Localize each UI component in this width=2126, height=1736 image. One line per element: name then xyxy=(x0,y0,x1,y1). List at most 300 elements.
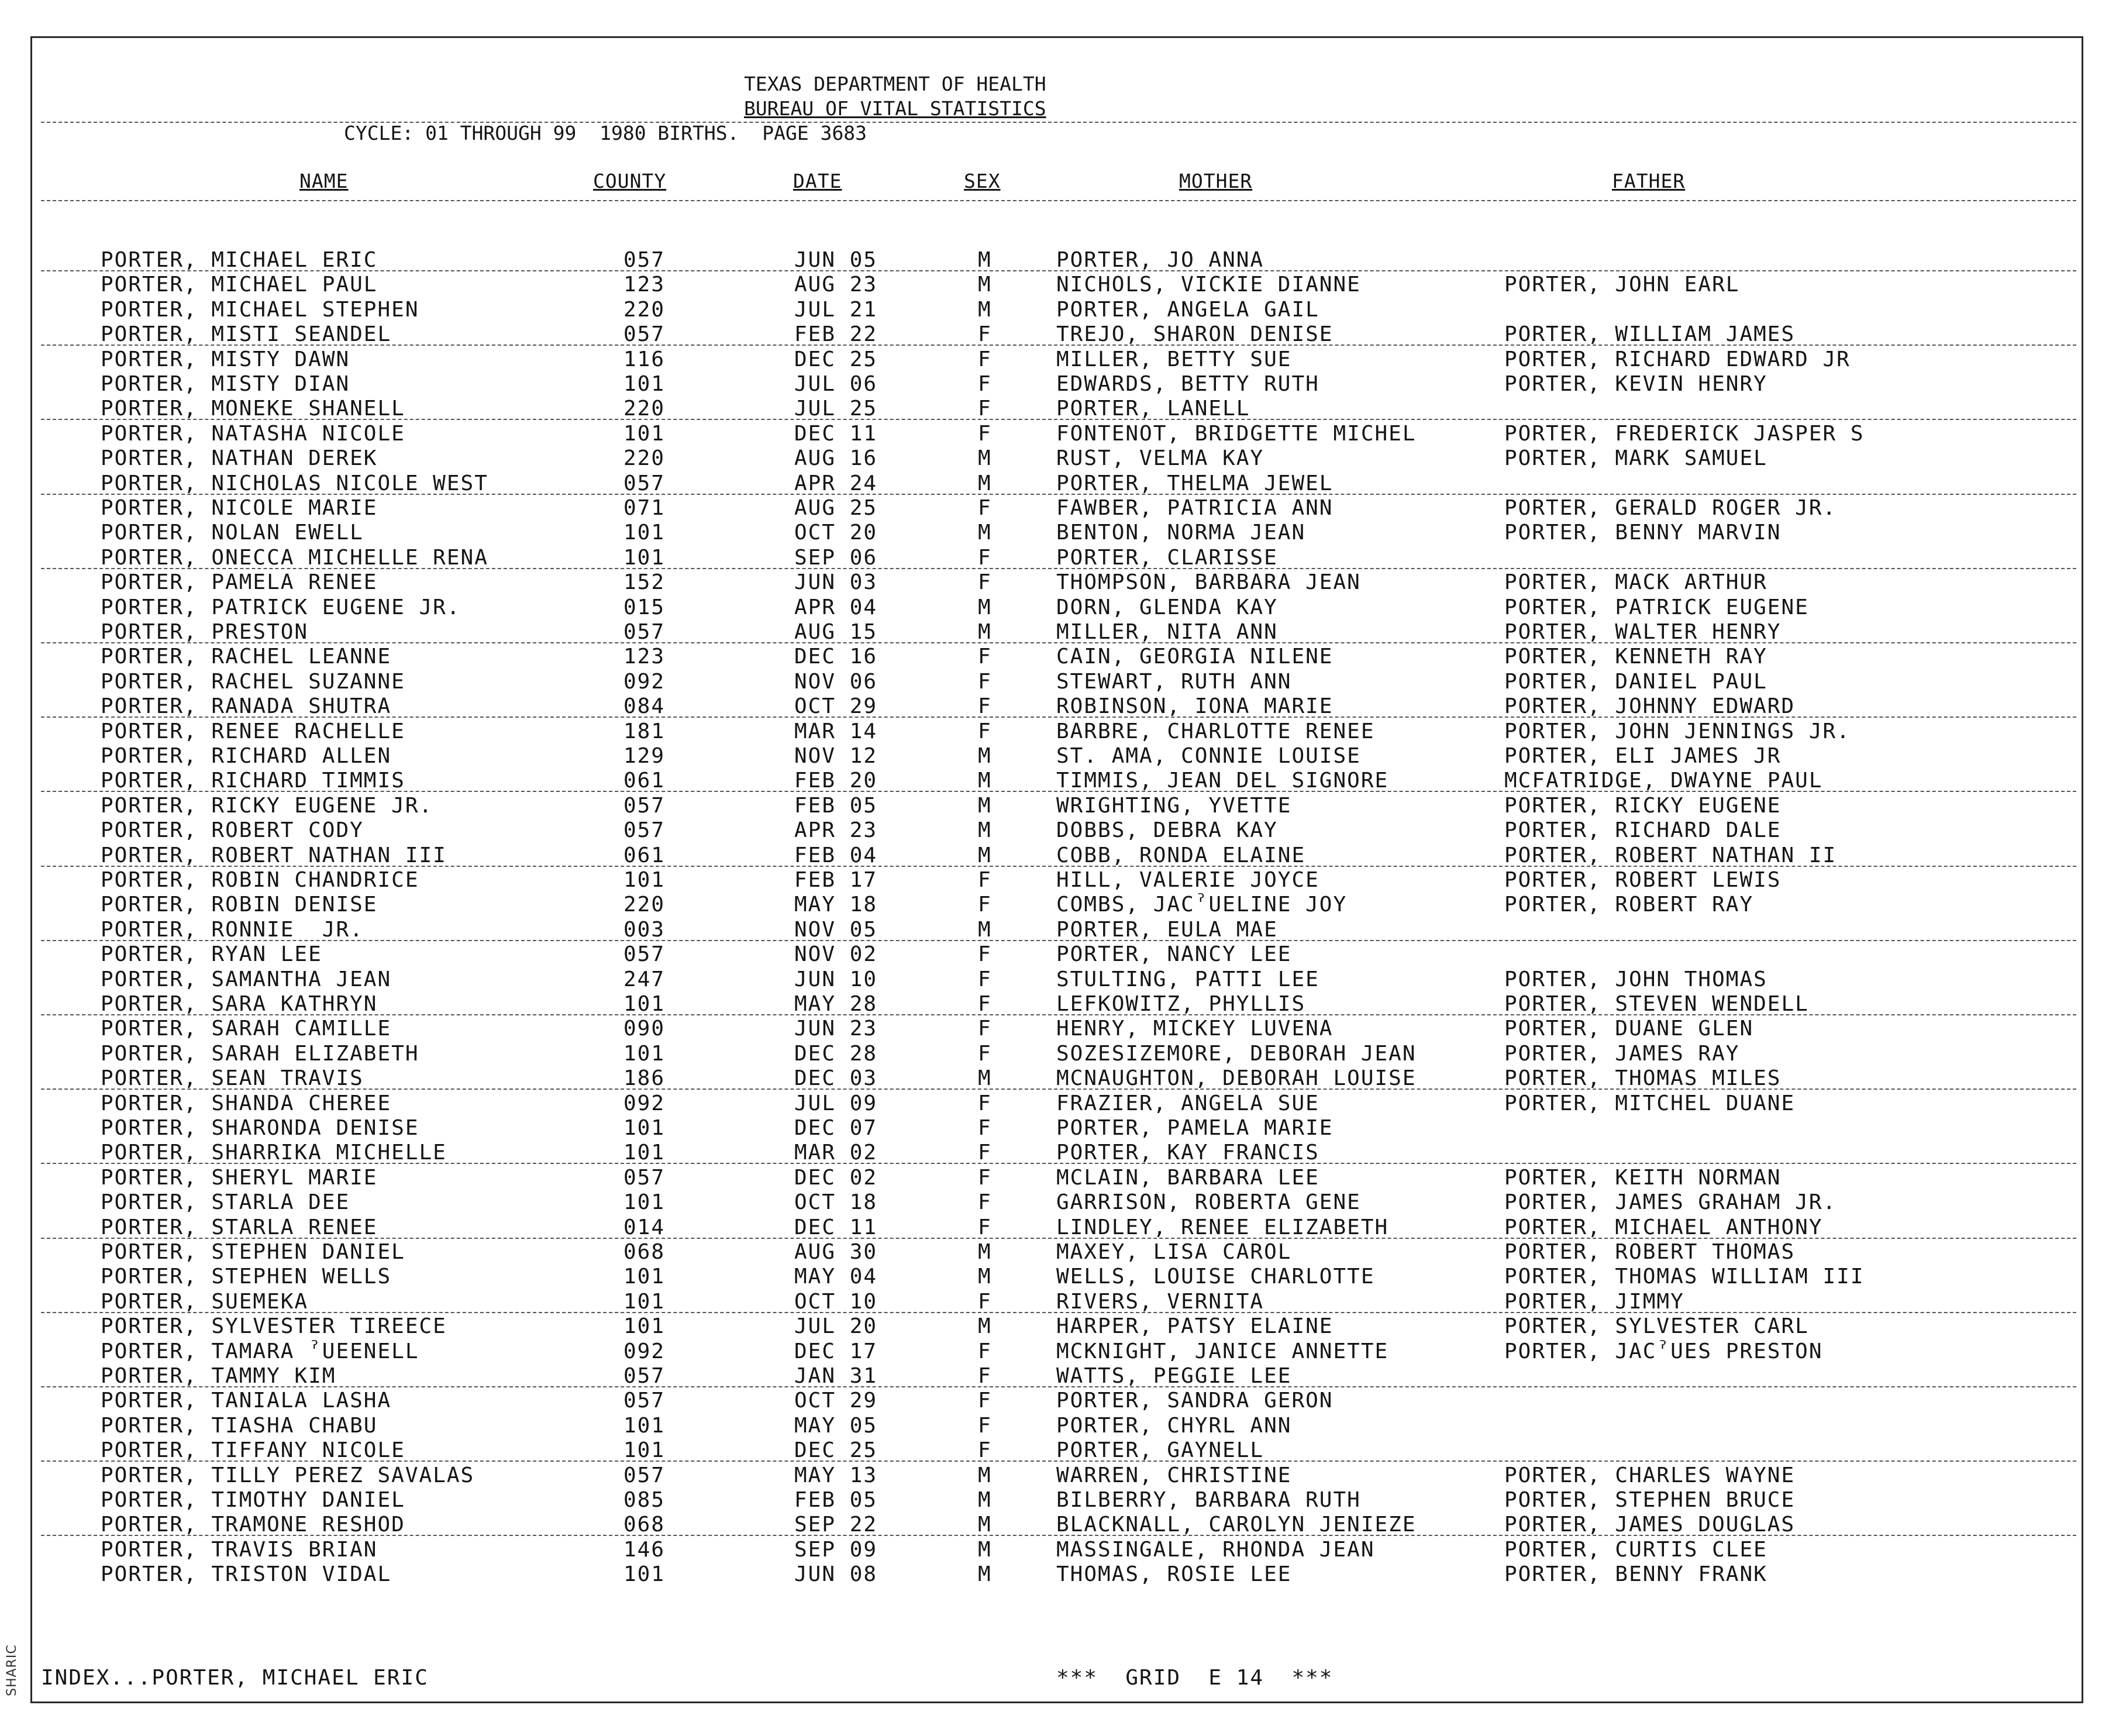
record-date: FEB 05 xyxy=(794,793,878,818)
record-mother: HARPER, PATSY ELAINE xyxy=(1056,1314,1334,1339)
record-name: PORTER, NICOLE MARIE xyxy=(101,496,378,520)
record-father: PORTER, THOMAS WILLIAM III xyxy=(1504,1265,1865,1289)
record-date: DEC 16 xyxy=(794,645,878,669)
column-header-county: COUNTY xyxy=(593,170,667,192)
record-name: PORTER, TRISTON VIDAL xyxy=(101,1562,392,1587)
record-county: 084 xyxy=(623,694,666,719)
table-row xyxy=(0,496,2082,521)
table-row xyxy=(0,868,2082,893)
record-date: DEC 25 xyxy=(794,347,878,371)
record-county: 220 xyxy=(623,446,666,471)
table-row xyxy=(0,422,2082,446)
record-name: PORTER, TRAVIS BRIAN xyxy=(101,1537,378,1562)
table-row xyxy=(0,1042,2082,1066)
table-row xyxy=(0,967,2082,992)
record-father: MCFATRIDGE, DWAYNE PAUL xyxy=(1504,769,1823,793)
record-sex: F xyxy=(978,1339,992,1363)
record-sex: F xyxy=(978,1141,992,1165)
record-date: SEP 09 xyxy=(794,1537,878,1562)
table-row xyxy=(0,1265,2082,1289)
table-row xyxy=(0,1017,2082,1041)
record-name: PORTER, RANADA SHUTRA xyxy=(101,694,392,719)
record-date: DEC 28 xyxy=(794,1041,878,1066)
table-row xyxy=(0,670,2082,694)
record-mother: COMBS, JACˀUELINE JOY xyxy=(1056,893,1348,917)
record-date: DEC 17 xyxy=(794,1339,878,1363)
table-row xyxy=(0,918,2082,942)
record-sex: F xyxy=(978,942,992,967)
record-county: 092 xyxy=(623,669,666,694)
record-mother: PORTER, SANDRA GERON xyxy=(1056,1389,1334,1413)
table-row xyxy=(0,1091,2082,1116)
record-name: PORTER, TIASHA CHABU xyxy=(101,1413,378,1438)
record-county: 071 xyxy=(623,496,666,520)
table-row xyxy=(0,794,2082,818)
row-group-rule xyxy=(41,866,2076,867)
record-sex: F xyxy=(978,397,992,421)
table-row xyxy=(0,446,2082,471)
table-row xyxy=(0,372,2082,397)
record-date: MAY 13 xyxy=(794,1463,878,1487)
row-group-rule xyxy=(41,940,2076,941)
record-county: 057 xyxy=(623,1389,666,1413)
row-group-rule xyxy=(41,1014,2076,1015)
record-sex: M xyxy=(978,1265,992,1289)
record-sex: M xyxy=(978,297,992,322)
record-date: JUL 20 xyxy=(794,1314,878,1339)
record-sex: F xyxy=(978,967,992,991)
record-county: 101 xyxy=(623,521,666,545)
column-header-father: FATHER xyxy=(1612,170,1686,192)
record-county: 057 xyxy=(623,1165,666,1190)
record-date: AUG 25 xyxy=(794,496,878,520)
record-father: PORTER, RICKY EUGENE xyxy=(1504,793,1782,818)
record-date: SEP 22 xyxy=(794,1513,878,1537)
record-father: PORTER, JACˀUES PRESTON xyxy=(1504,1339,1823,1363)
row-group-rule xyxy=(41,494,2076,495)
table-row xyxy=(0,1314,2082,1339)
record-mother: BARBRE, CHARLOTTE RENEE xyxy=(1056,719,1375,743)
record-mother: EDWARDS, BETTY RUTH xyxy=(1056,372,1319,396)
record-father: PORTER, KENNETH RAY xyxy=(1504,645,1767,669)
record-date: MAY 28 xyxy=(794,992,878,1016)
record-sex: F xyxy=(978,694,992,719)
record-name: PORTER, RICHARD ALLEN xyxy=(101,744,392,768)
table-row xyxy=(0,1364,2082,1389)
record-sex: M xyxy=(978,446,992,471)
record-name: PORTER, SHARONDA DENISE xyxy=(101,1116,419,1140)
record-county: 101 xyxy=(623,1190,666,1215)
record-father: PORTER, MACK ARTHUR xyxy=(1504,570,1767,595)
record-sex: F xyxy=(978,669,992,694)
record-date: DEC 02 xyxy=(794,1165,878,1190)
record-father: PORTER, SYLVESTER CARL xyxy=(1504,1314,1809,1339)
record-county: 220 xyxy=(623,893,666,917)
record-mother: FRAZIER, ANGELA SUE xyxy=(1056,1091,1319,1115)
record-sex: F xyxy=(978,1091,992,1115)
record-date: JUL 25 xyxy=(794,397,878,421)
record-sex: M xyxy=(978,273,992,297)
record-mother: PORTER, NANCY LEE xyxy=(1056,942,1292,967)
record-mother: PORTER, JO ANNA xyxy=(1056,248,1264,272)
record-father: PORTER, GERALD ROGER JR. xyxy=(1504,496,1837,520)
record-date: OCT 20 xyxy=(794,521,878,545)
record-father: PORTER, JOHN EARL xyxy=(1504,273,1740,297)
record-date: JUN 10 xyxy=(794,967,878,991)
record-date: NOV 05 xyxy=(794,917,878,942)
record-date: DEC 25 xyxy=(794,1438,878,1463)
record-sex: F xyxy=(978,1165,992,1190)
index-footer: INDEX...PORTER, MICHAEL ERIC xyxy=(41,1666,429,1690)
record-name: PORTER, NOLAN EWELL xyxy=(101,521,364,545)
record-father: PORTER, ROBERT LEWIS xyxy=(1504,868,1782,892)
record-county: 068 xyxy=(623,1240,666,1264)
record-date: FEB 05 xyxy=(794,1488,878,1512)
record-sex: F xyxy=(978,545,992,570)
record-county: 101 xyxy=(623,1413,666,1438)
record-mother: MCNAUGHTON, DEBORAH LOUISE xyxy=(1056,1066,1417,1091)
record-father: PORTER, JAMES RAY xyxy=(1504,1041,1740,1066)
record-sex: M xyxy=(978,595,992,619)
record-mother: COBB, RONDA ELAINE xyxy=(1056,843,1306,867)
record-father: PORTER, BENNY MARVIN xyxy=(1504,521,1782,545)
record-county: 101 xyxy=(623,1041,666,1066)
record-sex: M xyxy=(978,1562,992,1587)
record-date: JUN 05 xyxy=(794,248,878,272)
table-row xyxy=(0,744,2082,769)
table-row xyxy=(0,1215,2082,1240)
record-mother: SOZESIZEMORE, DEBORAH JEAN xyxy=(1056,1041,1417,1066)
row-group-rule xyxy=(41,1386,2076,1387)
record-county: 057 xyxy=(623,793,666,818)
record-date: OCT 29 xyxy=(794,694,878,719)
row-group-rule xyxy=(41,419,2076,420)
record-mother: STEWART, RUTH ANN xyxy=(1056,669,1292,694)
record-mother: MILLER, NITA ANN xyxy=(1056,620,1278,644)
record-father: PORTER, MARK SAMUEL xyxy=(1504,446,1767,471)
table-row xyxy=(0,1562,2082,1587)
row-group-rule xyxy=(41,717,2076,718)
record-sex: F xyxy=(978,1215,992,1239)
record-sex: F xyxy=(978,570,992,595)
record-mother: PORTER, CLARISSE xyxy=(1056,545,1278,570)
record-date: MAR 14 xyxy=(794,719,878,743)
record-county: 015 xyxy=(623,595,666,619)
record-name: PORTER, SUEMEKA xyxy=(101,1289,309,1314)
table-row xyxy=(0,992,2082,1017)
record-name: PORTER, PRESTON xyxy=(101,620,309,644)
table-row xyxy=(0,570,2082,595)
record-mother: DORN, GLENDA KAY xyxy=(1056,595,1278,619)
record-date: FEB 17 xyxy=(794,868,878,892)
record-sex: M xyxy=(978,769,992,793)
table-row xyxy=(0,595,2082,620)
record-sex: F xyxy=(978,322,992,347)
record-county: 057 xyxy=(623,471,666,495)
record-name: PORTER, RACHEL LEANNE xyxy=(101,645,392,669)
record-date: APR 24 xyxy=(794,471,878,495)
record-county: 101 xyxy=(623,992,666,1016)
record-county: 101 xyxy=(623,1289,666,1314)
record-date: MAY 04 xyxy=(794,1265,878,1289)
record-county: 085 xyxy=(623,1488,666,1512)
record-date: APR 04 xyxy=(794,595,878,619)
record-county: 247 xyxy=(623,967,666,991)
table-row xyxy=(0,521,2082,545)
record-father: PORTER, CHARLES WAYNE xyxy=(1504,1463,1796,1487)
record-sex: M xyxy=(978,917,992,942)
record-sex: M xyxy=(978,471,992,495)
record-mother: WARREN, CHRISTINE xyxy=(1056,1463,1292,1487)
record-mother: PORTER, THELMA JEWEL xyxy=(1056,471,1334,495)
record-county: 057 xyxy=(623,620,666,644)
record-date: NOV 06 xyxy=(794,669,878,694)
record-name: PORTER, SHANDA CHEREE xyxy=(101,1091,392,1115)
record-father: PORTER, KEITH NORMAN xyxy=(1504,1165,1782,1190)
record-sex: F xyxy=(978,1438,992,1463)
record-name: PORTER, RICHARD TIMMIS xyxy=(101,769,405,793)
record-name: PORTER, RACHEL SUZANNE xyxy=(101,669,405,694)
record-date: DEC 11 xyxy=(794,1215,878,1239)
record-mother: TIMMIS, JEAN DEL SIGNORE xyxy=(1056,769,1389,793)
record-date: JAN 31 xyxy=(794,1364,878,1388)
record-mother: BLACKNALL, CAROLYN JENIEZE xyxy=(1056,1513,1417,1537)
record-mother: ST. AMA, CONNIE LOUISE xyxy=(1056,744,1361,768)
table-row xyxy=(0,1141,2082,1165)
record-sex: M xyxy=(978,793,992,818)
record-mother: LEFKOWITZ, PHYLLIS xyxy=(1056,992,1306,1016)
table-row xyxy=(0,1240,2082,1265)
record-sex: M xyxy=(978,1463,992,1487)
column-header-date: DATE xyxy=(793,170,842,192)
record-sex: M xyxy=(978,818,992,843)
table-row xyxy=(0,942,2082,967)
record-mother: MAXEY, LISA CAROL xyxy=(1056,1240,1292,1264)
record-name: PORTER, SAMANTHA JEAN xyxy=(101,967,392,991)
record-father: PORTER, MITCHEL DUANE xyxy=(1504,1091,1796,1115)
record-date: JUL 21 xyxy=(794,297,878,322)
record-mother: CAIN, GEORGIA NILENE xyxy=(1056,645,1334,669)
record-county: 152 xyxy=(623,570,666,595)
record-mother: PORTER, LANELL xyxy=(1056,397,1250,421)
record-county: 220 xyxy=(623,297,666,322)
record-date: FEB 20 xyxy=(794,769,878,793)
table-row xyxy=(0,1513,2082,1537)
table-row xyxy=(0,1414,2082,1438)
record-county: 057 xyxy=(623,1463,666,1487)
row-group-rule xyxy=(41,1312,2076,1313)
record-father: PORTER, ELI JAMES JR xyxy=(1504,744,1782,768)
record-date: JUN 08 xyxy=(794,1562,878,1587)
record-sex: F xyxy=(978,372,992,396)
record-county: 220 xyxy=(623,397,666,421)
record-county: 116 xyxy=(623,347,666,371)
record-mother: THOMPSON, BARBARA JEAN xyxy=(1056,570,1361,595)
record-date: AUG 15 xyxy=(794,620,878,644)
table-row xyxy=(0,273,2082,297)
record-county: 061 xyxy=(623,769,666,793)
record-name: PORTER, NATASHA NICOLE xyxy=(101,421,405,446)
record-name: PORTER, NICHOLAS NICOLE WEST xyxy=(101,471,488,495)
record-father: PORTER, BENNY FRANK xyxy=(1504,1562,1767,1587)
record-mother: BILBERRY, BARBARA RUTH xyxy=(1056,1488,1361,1512)
table-row xyxy=(0,1538,2082,1562)
side-margin-mark: SHARIC xyxy=(5,1644,19,1696)
table-row xyxy=(0,347,2082,372)
record-name: PORTER, ONECCA MICHELLE RENA xyxy=(101,545,488,570)
record-sex: M xyxy=(978,1240,992,1264)
record-mother: PORTER, CHYRL ANN xyxy=(1056,1413,1292,1438)
record-name: PORTER, TIFFANY NICOLE xyxy=(101,1438,405,1463)
record-name: PORTER, RYAN LEE xyxy=(101,942,322,967)
record-name: PORTER, PAMELA RENEE xyxy=(101,570,378,595)
record-name: PORTER, SHARRIKA MICHELLE xyxy=(101,1141,447,1165)
table-row xyxy=(0,769,2082,793)
record-mother: PORTER, GAYNELL xyxy=(1056,1438,1264,1463)
row-group-rule xyxy=(41,1089,2076,1090)
record-date: MAY 05 xyxy=(794,1413,878,1438)
record-father: PORTER, WALTER HENRY xyxy=(1504,620,1782,644)
record-name: PORTER, TRAMONE RESHOD xyxy=(101,1513,405,1537)
record-name: PORTER, MICHAEL PAUL xyxy=(101,273,378,297)
table-row xyxy=(0,620,2082,645)
table-row xyxy=(0,1166,2082,1190)
record-county: 090 xyxy=(623,1017,666,1041)
table-row xyxy=(0,1438,2082,1463)
record-father: PORTER, JOHNNY EDWARD xyxy=(1504,694,1796,719)
record-father: PORTER, CURTIS CLEE xyxy=(1504,1537,1767,1562)
record-name: PORTER, STEPHEN WELLS xyxy=(101,1265,392,1289)
record-father: PORTER, KEVIN HENRY xyxy=(1504,372,1767,396)
table-row xyxy=(0,322,2082,347)
record-sex: M xyxy=(978,1537,992,1562)
record-name: PORTER, SYLVESTER TIREECE xyxy=(101,1314,447,1339)
record-county: 101 xyxy=(623,868,666,892)
record-county: 092 xyxy=(623,1339,666,1363)
record-county: 101 xyxy=(623,545,666,570)
row-group-rule xyxy=(41,642,2076,643)
record-name: PORTER, ROBERT CODY xyxy=(101,818,364,843)
column-header-name: NAME xyxy=(299,170,349,192)
record-date: MAY 18 xyxy=(794,893,878,917)
record-father: PORTER, JOHN JENNINGS JR. xyxy=(1504,719,1851,743)
record-father: PORTER, STEPHEN BRUCE xyxy=(1504,1488,1796,1512)
record-sex: F xyxy=(978,1041,992,1066)
record-county: 057 xyxy=(623,248,666,272)
record-date: APR 23 xyxy=(794,818,878,843)
record-sex: F xyxy=(978,1017,992,1041)
record-county: 101 xyxy=(623,372,666,396)
record-father: PORTER, ROBERT NATHAN II xyxy=(1504,843,1837,867)
record-county: 123 xyxy=(623,645,666,669)
record-county: 181 xyxy=(623,719,666,743)
record-county: 129 xyxy=(623,744,666,768)
record-name: PORTER, MISTI SEANDEL xyxy=(101,322,392,347)
record-county: 057 xyxy=(623,322,666,347)
record-date: FEB 22 xyxy=(794,322,878,347)
record-name: PORTER, MONEKE SHANELL xyxy=(101,397,405,421)
record-sex: M xyxy=(978,248,992,272)
row-group-rule xyxy=(41,1535,2076,1536)
record-date: OCT 10 xyxy=(794,1289,878,1314)
record-sex: F xyxy=(978,1389,992,1413)
record-county: 101 xyxy=(623,1116,666,1140)
record-county: 003 xyxy=(623,917,666,942)
row-group-rule xyxy=(41,345,2076,346)
table-row xyxy=(0,645,2082,669)
record-father: PORTER, PATRICK EUGENE xyxy=(1504,595,1809,619)
record-county: 101 xyxy=(623,1141,666,1165)
column-header-mother: MOTHER xyxy=(1179,170,1253,192)
record-sex: F xyxy=(978,893,992,917)
record-mother: DOBBS, DEBRA KAY xyxy=(1056,818,1278,843)
cycle-line: CYCLE: 01 THROUGH 99 1980 BIRTHS. PAGE 3683 xyxy=(344,122,867,144)
record-mother: RIVERS, VERNITA xyxy=(1056,1289,1264,1314)
record-date: OCT 29 xyxy=(794,1389,878,1413)
record-county: 101 xyxy=(623,1314,666,1339)
record-name: PORTER, SARA KATHRYN xyxy=(101,992,378,1016)
record-county: 057 xyxy=(623,942,666,967)
record-mother: PORTER, KAY FRANCIS xyxy=(1056,1141,1319,1165)
record-county: 101 xyxy=(623,1438,666,1463)
table-row xyxy=(0,298,2082,322)
record-mother: WELLS, LOUISE CHARLOTTE xyxy=(1056,1265,1375,1289)
record-sex: F xyxy=(978,347,992,371)
record-county: 186 xyxy=(623,1066,666,1091)
record-sex: M xyxy=(978,1513,992,1537)
record-father: PORTER, RICHARD EDWARD JR xyxy=(1504,347,1851,371)
record-name: PORTER, RICKY EUGENE JR. xyxy=(101,793,433,818)
record-county: 092 xyxy=(623,1091,666,1115)
record-name: PORTER, TAMMY KIM xyxy=(101,1364,336,1388)
record-county: 068 xyxy=(623,1513,666,1537)
record-mother: ROBINSON, IONA MARIE xyxy=(1056,694,1334,719)
record-mother: HILL, VALERIE JOYCE xyxy=(1056,868,1319,892)
record-county: 123 xyxy=(623,273,666,297)
record-date: JUN 03 xyxy=(794,570,878,595)
row-group-rule xyxy=(41,270,2076,271)
record-date: JUL 09 xyxy=(794,1091,878,1115)
record-mother: NICHOLS, VICKIE DIANNE xyxy=(1056,273,1361,297)
record-mother: FONTENOT, BRIDGETTE MICHEL xyxy=(1056,421,1417,446)
record-name: PORTER, RONNIE JR. xyxy=(101,917,364,942)
record-father: PORTER, WILLIAM JAMES xyxy=(1504,322,1796,347)
record-mother: PORTER, ANGELA GAIL xyxy=(1056,297,1319,322)
record-county: 146 xyxy=(623,1537,666,1562)
record-name: PORTER, MICHAEL ERIC xyxy=(101,248,378,272)
record-county: 057 xyxy=(623,818,666,843)
record-date: DEC 11 xyxy=(794,421,878,446)
record-name: PORTER, SARAH CAMILLE xyxy=(101,1017,392,1041)
record-sex: F xyxy=(978,1289,992,1314)
record-mother: FAWBER, PATRICIA ANN xyxy=(1056,496,1334,520)
record-date: AUG 23 xyxy=(794,273,878,297)
record-mother: MASSINGALE, RHONDA JEAN xyxy=(1056,1537,1375,1562)
table-row xyxy=(0,1190,2082,1215)
record-name: PORTER, TIMOTHY DANIEL xyxy=(101,1488,405,1512)
record-sex: F xyxy=(978,992,992,1016)
record-name: PORTER, MICHAEL STEPHEN xyxy=(101,297,419,322)
table-row xyxy=(0,719,2082,744)
record-name: PORTER, TANIALA LASHA xyxy=(101,1389,392,1413)
row-group-rule xyxy=(41,1163,2076,1164)
record-name: PORTER, STEPHEN DANIEL xyxy=(101,1240,405,1264)
record-father: PORTER, JAMES GRAHAM JR. xyxy=(1504,1190,1837,1215)
record-name: PORTER, MISTY DAWN xyxy=(101,347,350,371)
row-group-rule xyxy=(41,791,2076,792)
table-row xyxy=(0,248,2082,273)
record-sex: M xyxy=(978,744,992,768)
